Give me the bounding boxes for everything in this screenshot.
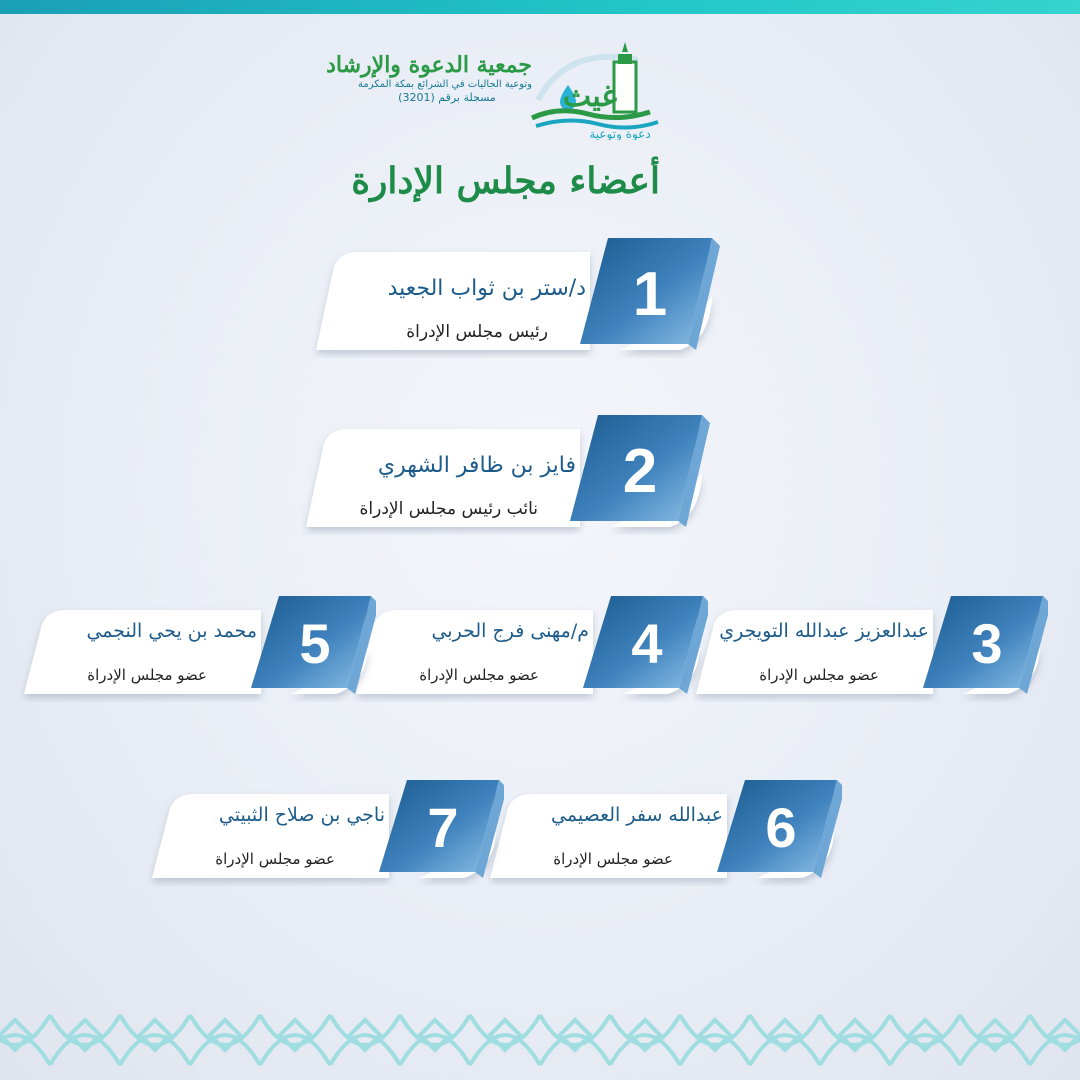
member-card-6 <box>486 778 842 886</box>
member-name: عبدالله سفر العصيمي <box>551 804 723 826</box>
member-number: 2 <box>622 437 658 506</box>
member-name: ناجي بن صلاح الثبيتي <box>218 804 385 826</box>
logo-mark-text: غيث <box>562 79 618 114</box>
organization-header <box>326 52 532 105</box>
top-accent-bar <box>0 0 1080 14</box>
organization-registration: مسجلة برقم (3201) <box>398 91 496 104</box>
member-name: محمد بن يحي النجمي <box>86 620 257 642</box>
member-card-2 <box>302 413 710 535</box>
member-card-3 <box>692 594 1048 702</box>
member-card-4 <box>352 594 708 702</box>
organization-subtitle: وتوعية الجاليات في الشرائع بمكة المكرمة <box>358 79 532 90</box>
member-number: 6 <box>765 796 797 859</box>
member-role: عضو مجلس الإدراة <box>87 666 207 684</box>
member-role: نائب رئيس مجلس الإدراة <box>359 499 538 519</box>
member-card-7 <box>148 778 504 886</box>
member-number: 3 <box>971 612 1003 675</box>
decorative-pattern <box>0 995 1080 1080</box>
member-number: 7 <box>427 796 459 859</box>
page-title: أعضاء مجلس الإدارة <box>351 160 660 202</box>
member-role: عضو مجلس الإدراة <box>553 850 673 868</box>
member-number: 5 <box>299 612 331 675</box>
organization-logo <box>528 40 668 140</box>
member-name: د/ستر بن ثواب الجعيد <box>387 276 586 301</box>
member-number: 4 <box>631 612 663 675</box>
member-role: عضو مجلس الإدراة <box>759 666 879 684</box>
member-role: عضو مجلس الإدراة <box>215 850 335 868</box>
member-role: رئيس مجلس الإدراة <box>406 322 548 342</box>
logo-label: دعوة وتوعية <box>589 127 651 140</box>
member-card-1 <box>312 236 720 358</box>
member-role: عضو مجلس الإدراة <box>419 666 539 684</box>
member-number: 1 <box>632 260 668 329</box>
member-name: فايز بن ظافر الشهري <box>377 453 576 478</box>
member-name: عبدالعزيز عبدالله التويجري <box>719 620 929 642</box>
organization-name: جمعية الدعوة والإرشاد <box>326 52 532 78</box>
member-name: م/مهنى فرج الحربي <box>431 620 589 642</box>
member-card-5 <box>20 594 376 702</box>
